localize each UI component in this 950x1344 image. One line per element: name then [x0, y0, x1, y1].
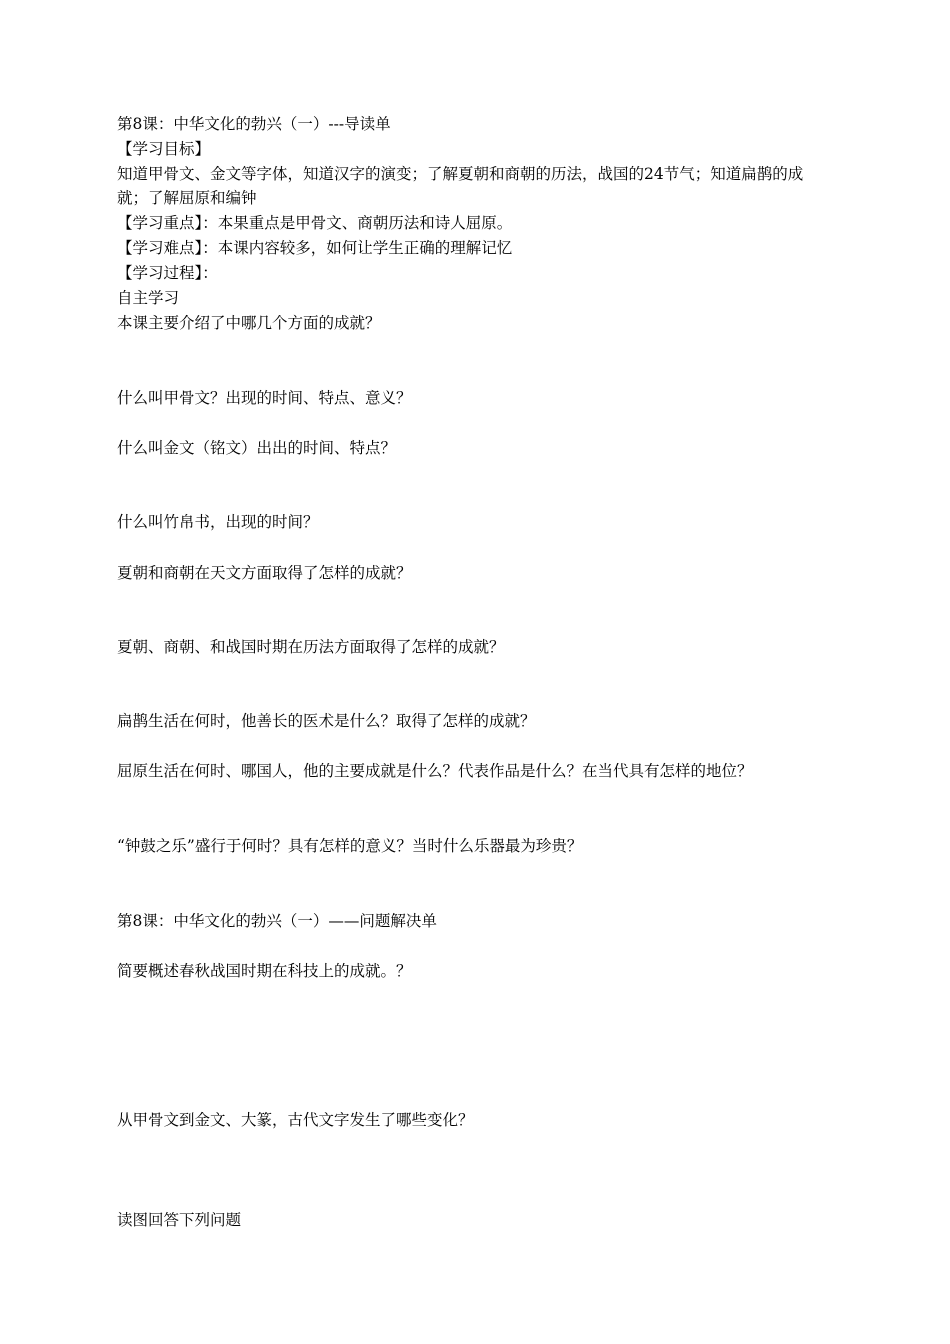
problem-sheet-title: 第8课：中华文化的勃兴（一）——问题解决单 — [117, 912, 437, 930]
key-points: 【学习重点】：本果重点是甲骨文、商朝历法和诗人屈原。 — [117, 214, 513, 232]
guide-title: 第8课：中华文化的勃兴（一）---导读单 — [117, 115, 391, 133]
problem-question-2: 从甲骨文到金文、大篆，古代文字发生了哪些变化？ — [117, 1111, 474, 1129]
question-6: 夏朝、商朝、和战国时期在历法方面取得了怎样的成就？ — [117, 638, 505, 656]
question-3: 什么叫金文（铭文）出出的时间、特点？ — [117, 439, 397, 457]
question-5: 夏朝和商朝在天文方面取得了怎样的成就？ — [117, 564, 412, 582]
question-4: 什么叫竹帛书，出现的时间？ — [117, 513, 319, 531]
question-1: 本课主要介绍了中哪几个方面的成就？ — [117, 314, 381, 332]
question-8: 屈原生活在何时、哪国人，他的主要成就是什么？代表作品是什么？在当代具有怎样的地位？ — [117, 762, 753, 780]
self-study-heading: 自主学习 — [117, 289, 180, 307]
objectives-text: 知道甲骨文、金文等字体，知道汉字的演变；了解夏朝和商朝的历法，战国的24节气；知道扁鹊的成就；了解屈原和编钟 — [117, 165, 804, 207]
objectives-heading: 【学习目标】 — [117, 140, 211, 158]
problem-question-3: 读图回答下列问题 — [117, 1211, 242, 1229]
difficulties: 【学习难点】：本课内容较多，如何让学生正确的理解记忆 — [117, 239, 513, 257]
problem-question-1: 简要概述春秋战国时期在科技上的成就。？ — [117, 962, 412, 980]
question-2: 什么叫甲骨文？出现的时间、特点、意义？ — [117, 389, 412, 407]
question-9: “钟鼓之乐”盛行于何时？具有怎样的意义？当时什么乐器最为珍贵？ — [117, 837, 583, 855]
question-7: 扁鹊生活在何时，他善长的医术是什么？取得了怎样的成就？ — [117, 712, 536, 730]
process-heading: 【学习过程】： — [117, 264, 218, 282]
